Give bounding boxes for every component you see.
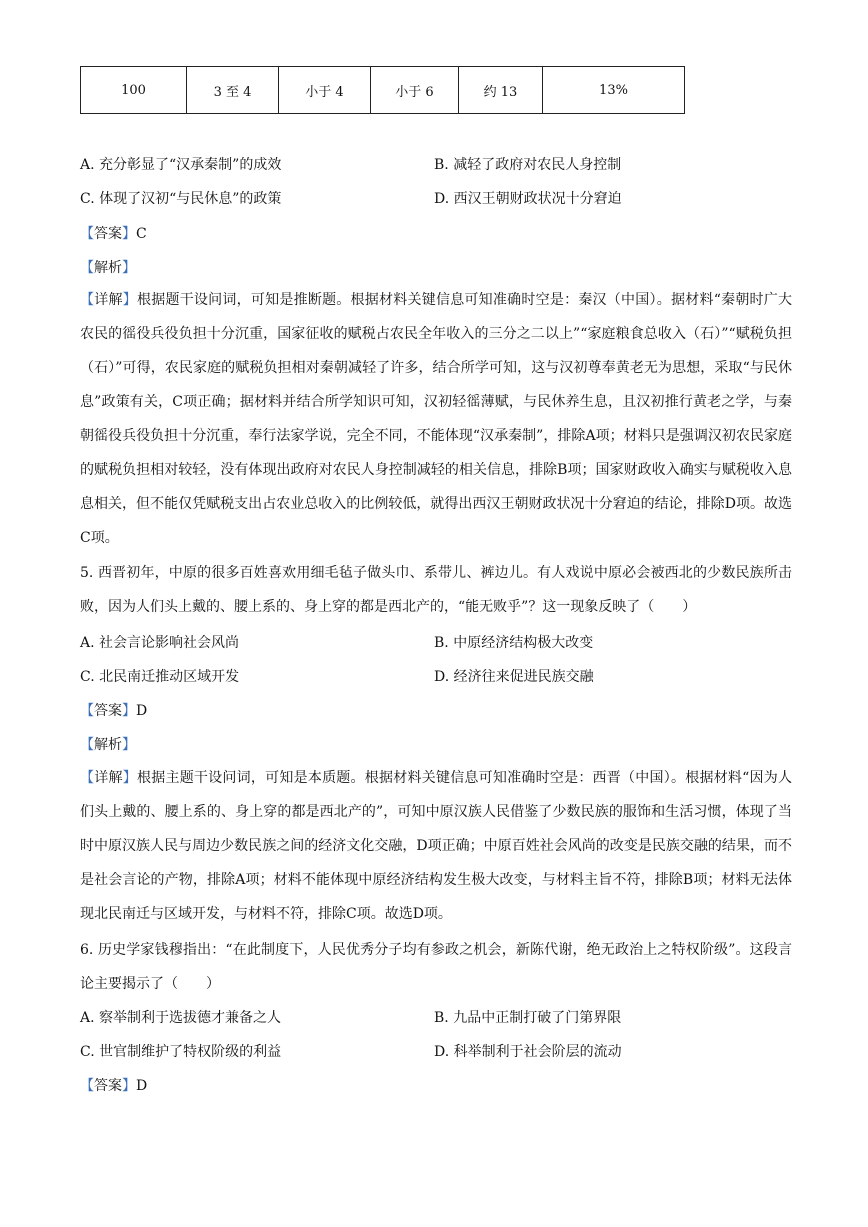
detail-text: 根据主题干设问词，可知是本质题。根据材料关键信息可知准确时空是：西晋（中国）。根据材料“因为人们头上戴的、腰上系的、身上穿的都是西北产的”，可知中原汉族人民借鉴了少数民族的服饰和生活习惯，体现了当时中原汉族人民与周边少数民族之间的经济文化交融，D项正确；中原百姓社会风尚的改变是民族交融的结果，而不是社会言论的产物，排除A项；材料不能体现中原经济结构发生极大改变，与材料主旨不符，排除B项；材料无法体现北民南迁与区域开发，与材料不符，排除C项。故选D项。 (80, 770, 793, 922)
table-cell: 100 (81, 67, 187, 114)
q4-detail: 【详解】根据题干设问词，可知是推断题。根据材料关键信息可知准确时空是：秦汉（中国）。据材料“秦朝时广大农民的徭役兵役负担十分沉重，国家征收的赋税占农民全年收入的三分之二以上”“家庭粮食总收入（石）”“赋税负担（石）”可得，农民家庭的赋税负担相对秦朝减轻了许多，结合所学可知，这与汉初尊奉黄老无为思想，采取“与民休息”政策有关，C项正确；据材料并结合所学知识可知，汉初轻徭薄赋，与民休养生息，且汉初推行黄老之学，与秦朝徭役兵役负担十分沉重，奉行法家学说，完全不同，不能体现“汉承秦制”，排除A项；材料只是强调汉初农民家庭的赋税负担相对较轻，没有体现出政府对农民人身控制减轻的相关信息，排除B项；国家财政收入确实与赋税收入息息相关，但不能仅凭赋税支出占农业总收入的比例较低，就得出西汉王朝财政状况十分窘迫的结论，排除D项。故选C项。 (80, 292, 793, 546)
q5-option-c: C. 北民南迁推动区域开发 (80, 669, 240, 685)
data-table (80, 66, 685, 114)
q5-answer: 【答案】D (80, 703, 148, 719)
q4-option-a: A. 充分彰显了“汉承秦制”的成效 (80, 157, 282, 173)
table-cell: 小于 4 (279, 67, 371, 114)
detail-label: 详解 (94, 292, 123, 308)
q4-option-d: D. 西汉王朝财政状况十分窘迫 (434, 191, 622, 207)
q5-detail: 【详解】根据主题干设问词，可知是本质题。根据材料关键信息可知准确时空是：西晋（中国）。根据材料“因为人们头上戴的、腰上系的、身上穿的都是西北产的”，可知中原汉族人民借鉴了少数民族的服饰和生活习惯，体现了当时中原汉族人民与周边少数民族之间的经济文化交融，D项正确；中原百姓社会风尚的改变是民族交融的结果，而不是社会言论的产物，排除A项；材料不能体现中原经济结构发生极大改变，与材料主旨不符，排除B项；材料无法体现北民南迁与区域开发，与材料不符，排除C项。故选D项。 (80, 770, 793, 922)
table-cell: 小于 6 (371, 67, 459, 114)
table-cell: 约 13 (459, 67, 543, 114)
q5-option-d: D. 经济往来促进民族交融 (434, 669, 594, 685)
answer-label: 答案 (94, 703, 122, 719)
q5-option-b: B. 中原经济结构极大改变 (434, 635, 594, 651)
answer-value: D (136, 1078, 148, 1094)
analysis-label: 解析 (94, 737, 122, 753)
answer-label: 答案 (94, 226, 122, 242)
q4-option-c: C. 体现了汉初“与民休息”的政策 (80, 191, 282, 207)
q6-option-a: A. 察举制利于选拔德才兼备之人 (80, 1010, 282, 1026)
analysis-label: 解析 (94, 260, 122, 276)
q6-option-c: C. 世官制维护了特权阶级的利益 (80, 1044, 282, 1060)
table-row (81, 67, 685, 114)
table-cell: 3 至 4 (187, 67, 279, 114)
q4-answer: 【答案】C (80, 226, 147, 242)
answer-label: 答案 (94, 1078, 122, 1094)
detail-text: 根据题干设问词，可知是推断题。根据材料关键信息可知准确时空是：秦汉（中国）。据材料“秦朝时广大农民的徭役兵役负担十分沉重，国家征收的赋税占农民全年收入的三分之二以上”“家庭粮食总收入（石）”“赋税负担（石）”可得，农民家庭的赋税负担相对秦朝减轻了许多，结合所学可知，这与汉初尊奉黄老无为思想，采取“与民休息”政策有关，C项正确；据材料并结合所学知识可知，汉初轻徭薄赋，与民休养生息，且汉初推行黄老之学，与秦朝徭役兵役负担十分沉重，奉行法家学说，完全不同，不能体现“汉承秦制”，排除A项；材料只是强调汉初农民家庭的赋税负担相对较轻，没有体现出政府对农民人身控制减轻的相关信息，排除B项；国家财政收入确实与赋税收入息息相关，但不能仅凭赋税支出占农业总收入的比例较低，就得出西汉王朝财政状况十分窘迫的结论，排除D项。故选C项。 (80, 292, 793, 546)
q5-stem: 5. 西晋初年，中原的很多百姓喜欢用细毛毡子做头巾、系带儿、裤边儿。有人戏说中原必会被西北的少数民族所击败，因为人们头上戴的、腰上系的、身上穿的都是西北产的，“能无败乎”？这一现象反映了（ ） (80, 565, 792, 615)
q6-stem: 6. 历史学家钱穆指出：“在此制度下，人民优秀分子均有参政之机会，新陈代谢，绝无政治上之特权阶级”。这段言论主要揭示了（ ） (80, 942, 792, 992)
q6-answer: 【答案】D (80, 1078, 148, 1094)
q4-analysis-heading: 【解析】 (80, 260, 136, 276)
table-cell: 13% (543, 67, 685, 114)
q5-analysis-heading: 【解析】 (80, 737, 136, 753)
q6-option-d: D. 科举制利于社会阶层的流动 (434, 1044, 622, 1060)
q6-option-b: B. 九品中正制打破了门第界限 (434, 1010, 622, 1026)
answer-value: C (136, 226, 147, 242)
q5-option-a: A. 社会言论影响社会风尚 (80, 635, 240, 651)
q4-option-b: B. 减轻了政府对农民人身控制 (434, 157, 622, 173)
answer-value: D (136, 703, 148, 719)
detail-label: 详解 (94, 770, 123, 786)
